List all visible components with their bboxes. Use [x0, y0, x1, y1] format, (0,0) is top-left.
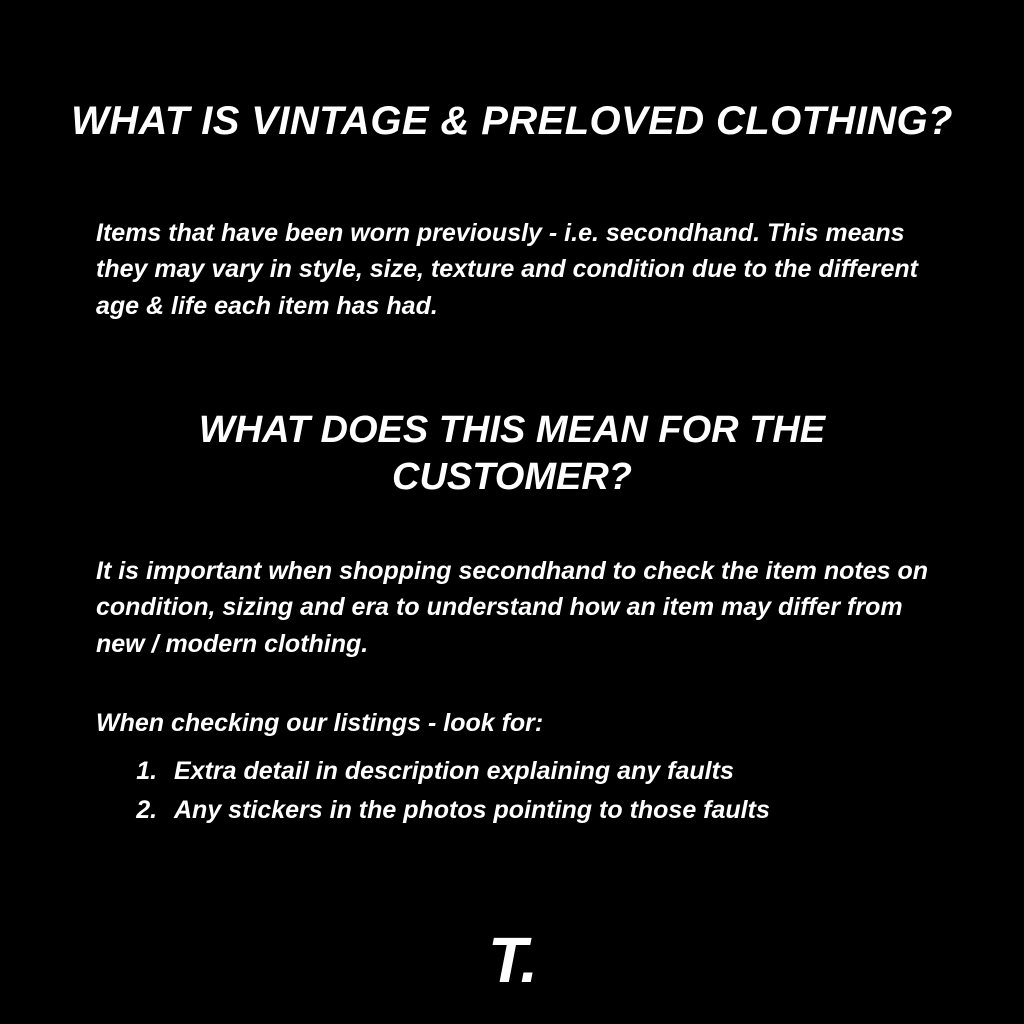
intro-paragraph: Items that have been worn previously - i.e. secondhand. This means they may vary in style, size, texture and condition due to the different age & life each item has had. — [96, 219, 918, 320]
brand-logo: T. — [487, 924, 537, 996]
customer-paragraph: It is important when shopping secondhand to check the item notes on condition, sizing and era to understand how an item may differ from new / modern clothing. — [96, 557, 929, 658]
listings-prompt: When checking our listings - look for: — [96, 709, 544, 737]
checklist — [118, 752, 1004, 830]
list-item: 2. Any stickers in the photos pointing to those faults — [164, 791, 1004, 830]
page-title: WHAT IS VINTAGE & PRELOVED CLOTHING? — [71, 98, 953, 143]
section-heading-customer: WHAT DOES THIS MEAN FOR THE CUSTOMER? — [198, 408, 826, 499]
list-item: 1. Extra detail in description explaining any faults — [164, 752, 1004, 791]
